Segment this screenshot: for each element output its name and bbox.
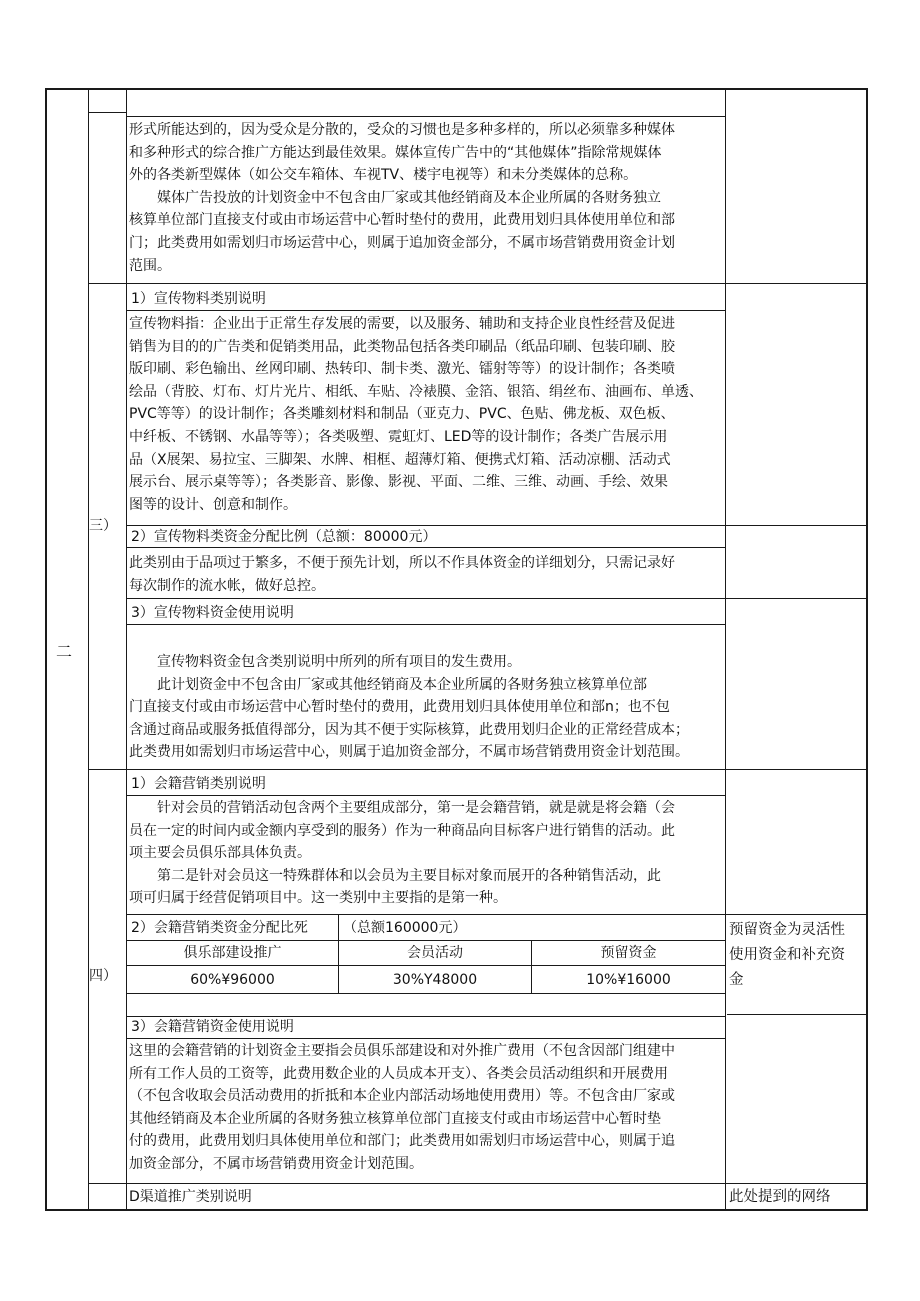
promo-usage-line: 含通过商品或服务抵值得部分，因为其不便于实际核算，此费用划归企业的正常经营成本； <box>129 721 689 738</box>
alloc-value-reserve: 10%¥16000 <box>586 972 671 988</box>
alloc-header-club: 俱乐部建设推广 <box>183 945 282 961</box>
promo-desc-line: 品（X展架、易拉宝、三脚架、水牌、相框、超薄灯箱、便携式灯箱、活动凉棚、活动式 <box>129 451 671 468</box>
row-sep-promo-end <box>89 769 867 770</box>
member-usage-line: （不包含收取会员活动费用的折抵和本企业内部活动场地使用费用）等。不包含由厂家或 <box>129 1088 675 1105</box>
promo-alloc-line: 每次制作的流水帐，做好总控。 <box>129 577 325 594</box>
col-divider-1 <box>88 88 89 1210</box>
promo-usage-line: 此计划资金中不包含由厂家或其他经销商及本企业所属的各财务独立核算单位部 <box>129 676 647 693</box>
reserve-note-line: 预留资金为灵活性 <box>729 922 845 938</box>
member-description <box>129 797 725 910</box>
promo-desc-line: 版印刷、彩色输出、丝网印刷、热转印、制卡类、激光、镭射等等）的设计制作；各类喷 <box>129 361 675 378</box>
reserve-note-line: 使用资金和补充资 <box>729 947 845 963</box>
alloc-value-club: 60%¥96000 <box>190 972 275 988</box>
promo-desc-line: 展示台、展示桌等等）；各类影音、影像、影视、平面、二维、三维、动画、手绘、效果 <box>129 474 668 491</box>
row-sep-media-end <box>89 283 867 284</box>
member-sep-alloc-end <box>127 993 725 994</box>
media-continuation-text <box>129 119 725 277</box>
sub-section-index-4: 四） <box>89 968 117 984</box>
promo-heading-2: 2）宣传物料类资金分配比例（总额：80000元） <box>131 529 437 545</box>
member-desc-line: 项可归属于经营促销项目中。这一类别中主要指的是第一种。 <box>129 890 507 907</box>
media-line-3: 外的各类新型媒体（如公交车箱体、车视TV、楼宇电视等）和未分类媒体的总称。 <box>129 167 638 184</box>
table-border-top <box>45 88 868 90</box>
table-border-left <box>45 88 47 1210</box>
major-section-index: 二 <box>56 642 73 661</box>
promo-description <box>129 313 725 516</box>
alloc-header-reserve: 预留资金 <box>600 945 657 961</box>
media-line-4: 媒体广告投放的计划资金中不包含由厂家或其他经销商及本企业所属的各财务独立 <box>129 189 661 206</box>
alloc-value-activity: 30%Y48000 <box>392 972 478 988</box>
promo-desc-line: 销售为目的的广告类和促销类用品，此类物品包括各类印刷品（纸品印刷、包装印刷、胶 <box>129 338 675 355</box>
row-sep-member-end <box>89 1183 867 1184</box>
promo-usage-line: 此类费用如需划归市场运营中心，则属于追加资金部分，不属市场营销费用资金计划范围。 <box>129 744 689 761</box>
reserve-note-line: 金 <box>729 972 744 988</box>
col-divider-2 <box>126 88 127 1210</box>
member-sep-note-end <box>727 1014 867 1015</box>
promo-desc-line: 宣传物料指：企业出于正常生存发展的需要，以及服务、辅助和支持企业良性经营及促进 <box>129 316 675 332</box>
member-allocation-total: （总额160000元） <box>343 920 467 936</box>
member-usage-line: 加资金部分，不属市场营销费用资金计划范围。 <box>129 1155 423 1172</box>
member-usage-text <box>129 1040 725 1176</box>
media-line-5: 核算单位部门直接支付或由市场运营中心暂时垫付的费用，此费用划归具体使用单位和部 <box>129 212 675 229</box>
media-line-7: 范围。 <box>129 257 171 274</box>
table-border-right <box>866 88 868 1210</box>
promo-usage-line: 门直接支付或由市场运营中心暂时垫付的费用，此费用划归具体使用单位和部n；也不包 <box>129 699 670 716</box>
promo-heading-3: 3）宣传物料资金使用说明 <box>131 605 294 621</box>
sub-section-index-3: 三） <box>89 518 117 534</box>
member-heading-3: 3）会籍营销资金使用说明 <box>131 1019 294 1035</box>
col-divider-3 <box>725 88 726 1210</box>
channel-heading-1: D渠道推广类别说明 <box>129 1189 252 1205</box>
member-usage-line: 所有工作人员的工资等，此费用数企业的人员成本开支）、各类会员活动组织和开展费用 <box>129 1065 668 1082</box>
header-strip-b <box>127 116 725 117</box>
member-desc-line: 项主要会员俱乐部具体负责。 <box>129 845 311 862</box>
member-desc-line: 针对会员的营销活动包含两个主要组成部分，第一是会籍营销，就是就是将会籍（会 <box>129 800 675 816</box>
member-sep-alloc-hdr <box>127 940 725 941</box>
promo-desc-line: PVC等等）的设计制作；各类雕刻材料和制品（亚克力、PVC、色贴、佛龙板、双色板、 <box>129 406 675 423</box>
media-line-6: 门；此类费用如需划归市场运营中心，则属于追加资金部分，不属市场营销费用资金计划 <box>129 234 675 251</box>
member-desc-line: 员在一定的时间内或金额内享受到的服务）作为一种商品向目标客户进行销售的活动。此 <box>129 822 675 839</box>
promo-desc-line: 图等的设计、创意和制作。 <box>129 496 297 513</box>
promo-heading-1: 1）宣传物料类别说明 <box>131 291 266 307</box>
media-line-2: 和多种形式的综合推广方能达到最佳效果。媒体宣传广告中的“其他媒体”指除常规媒体 <box>129 144 662 161</box>
header-strip-a <box>89 112 126 113</box>
media-line-1: 形式所能达到的，因为受众是分散的，受众的习惯也是多种多样的，所以必须靠多种媒体 <box>129 122 675 138</box>
member-usage-line: 付的费用，此费用划归具体使用单位和部门；此类费用如需划归市场运营中心，则属于追 <box>129 1133 675 1150</box>
member-usage-line: 这里的会籍营销的计划资金主要指会员俱乐部建设和对外推广费用（不包含因部门组建中 <box>129 1043 675 1059</box>
member-desc-line: 第二是针对会员这一特殊群体和以会员为主要目标对象而展开的各种销售活动，此 <box>129 867 661 884</box>
channel-note: 此处提到的网络 <box>729 1189 831 1205</box>
member-usage-line: 其他经销商及本企业所属的各财务独立核算单位部门直接支付或由市场运营中心暂时垫 <box>129 1110 661 1127</box>
promo-allocation-text <box>129 552 725 597</box>
promo-desc-line: 绘品（背胶、灯布、灯片光片、相纸、车贴、冷裱膜、金箔、银箔、绢丝布、油画布、单透、 <box>129 383 703 400</box>
member-heading-1: 1）会籍营销类别说明 <box>131 776 266 792</box>
promo-usage-text <box>129 651 725 764</box>
reserve-note <box>729 918 865 993</box>
table-border-bottom <box>45 1209 868 1211</box>
member-sep-alloc-col <box>127 965 725 966</box>
member-heading-2: 2）会籍营销类资金分配比死 <box>131 920 308 936</box>
member-sep-desc <box>127 914 867 915</box>
promo-usage-line: 宣传物料资金包含类别说明中所列的所有项目的发生费用。 <box>129 654 521 670</box>
alloc-header-activity: 会员活动 <box>407 945 463 961</box>
promo-desc-line: 中纤板、不锈钢、水晶等等）；各类吸塑、霓虹灯、LED等的设计制作；各类广告展示用 <box>129 428 668 445</box>
promo-sep-alloc <box>127 598 867 599</box>
promo-alloc-line: 此类别由于品项过于繁多，不便于预先计划，所以不作具体资金的详细划分，只需记录好 <box>129 555 675 571</box>
